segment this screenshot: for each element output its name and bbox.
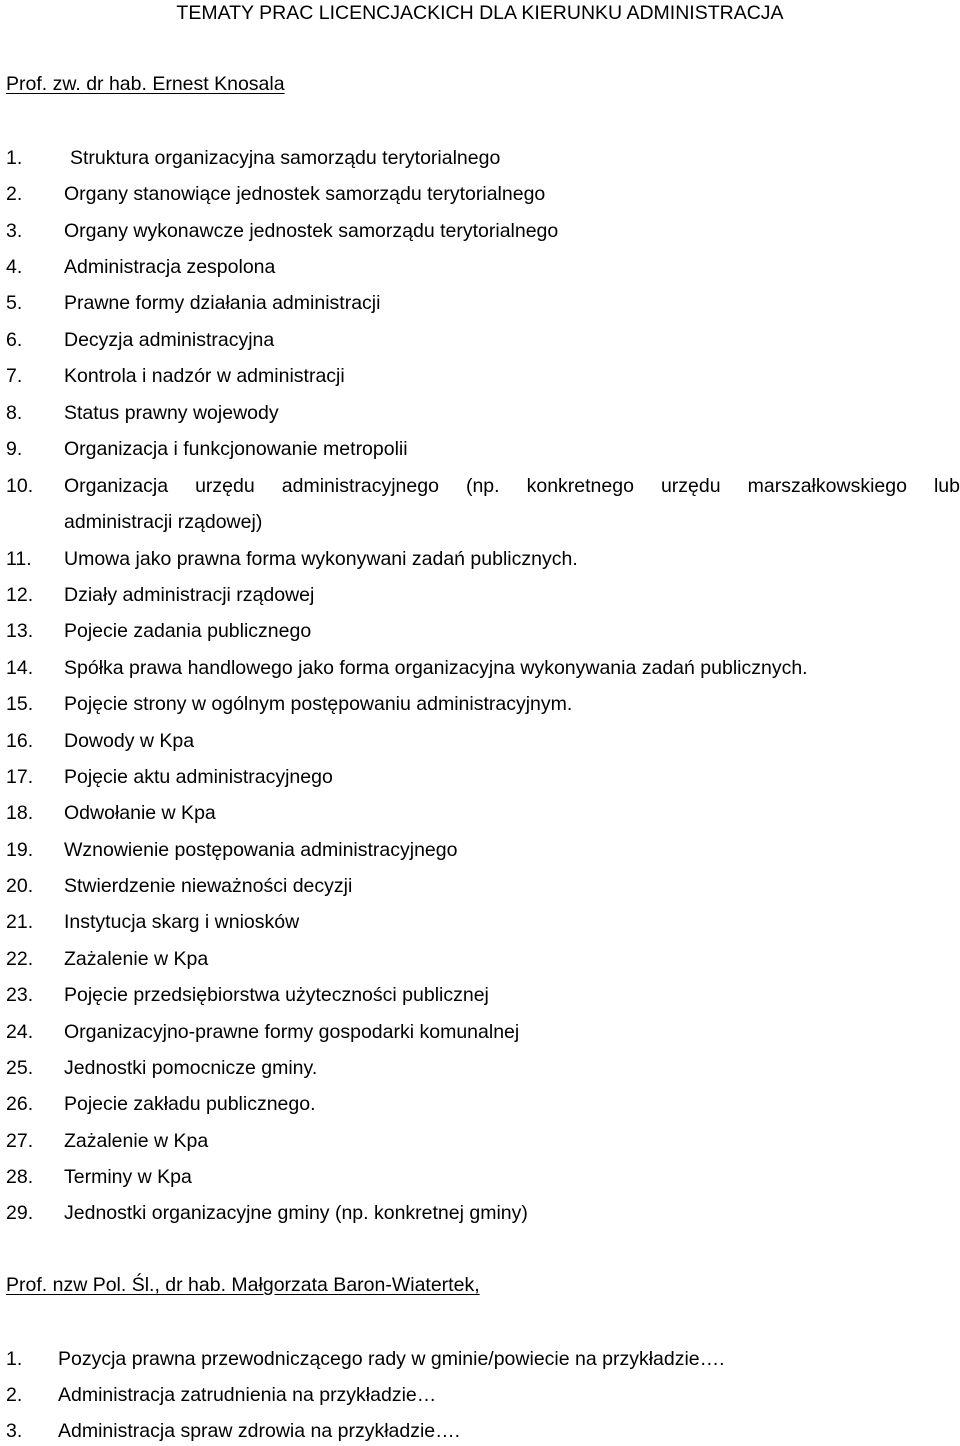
list-number: 7.	[6, 365, 23, 387]
list-text-line-2: administracji rządowej)	[64, 511, 263, 533]
section-author: Prof. zw. dr hab. Ernest Knosala	[6, 73, 285, 95]
list-text: Terminy w Kpa	[64, 1166, 192, 1188]
list-text: Organy wykonawcze jednostek samorządu terytorialnego	[64, 220, 559, 242]
list-text: Jednostki pomocnicze gminy.	[64, 1057, 318, 1079]
list-text: Status prawny wojewody	[64, 402, 279, 424]
list-number: 12.	[6, 584, 34, 606]
list-number: 10.	[6, 475, 34, 497]
list-text: Pojęcie aktu administracyjnego	[64, 766, 333, 788]
list-text: Stwierdzenie nieważności decyzji	[64, 875, 353, 897]
list-text: Administracja zatrudnienia na przykładzie…	[58, 1384, 437, 1406]
list-text: Pojęcie przedsiębiorstwa użyteczności publicznej	[64, 984, 489, 1006]
list-number: 2.	[6, 1384, 23, 1406]
list-number: 27.	[6, 1130, 34, 1152]
list-text: Organy stanowiące jednostek samorządu terytorialnego	[64, 183, 546, 205]
list-number: 26.	[6, 1093, 34, 1115]
section-author: Prof. nzw Pol. Śl., dr hab. Małgorzata Baron-Wiatertek,	[6, 1274, 480, 1296]
list-text: Struktura organizacyjna samorządu terytorialnego	[70, 147, 501, 169]
list-text: Zażalenie w Kpa	[64, 1130, 209, 1152]
list-number: 29.	[6, 1202, 34, 1224]
list-number: 14.	[6, 657, 34, 679]
list-text: Jednostki organizacyjne gminy (np. konkretnej gminy)	[64, 1202, 528, 1224]
list-number: 15.	[6, 693, 34, 715]
list-text: Dowody w Kpa	[64, 730, 195, 752]
list-number: 24.	[6, 1021, 34, 1043]
list-number: 6.	[6, 329, 23, 351]
list-text: Administracja zespolona	[64, 256, 276, 278]
list-number: 19.	[6, 839, 34, 861]
list-number: 23.	[6, 984, 34, 1006]
list-text: Odwołanie w Kpa	[64, 802, 216, 824]
page-title: TEMATY PRAC LICENCJACKICH DLA KIERUNKU ADMINISTRACJA	[176, 2, 784, 24]
list-number: 2.	[6, 183, 23, 205]
list-number: 3.	[6, 1420, 23, 1442]
list-number: 3.	[6, 220, 23, 242]
list-text: Organizacyjno-prawne formy gospodarki komunalnej	[64, 1021, 520, 1043]
list-number: 8.	[6, 402, 23, 424]
list-number: 18.	[6, 802, 34, 824]
list-text: Kontrola i nadzór w administracji	[64, 365, 345, 387]
list-number: 17.	[6, 766, 34, 788]
list-text: Wznowienie postępowania administracyjnego	[64, 839, 458, 861]
list-text: Instytucja skarg i wniosków	[64, 911, 300, 933]
list-text: Pojecie zadania publicznego	[64, 620, 312, 642]
list-text: Organizacja i funkcjonowanie metropolii	[64, 438, 408, 460]
list-number: 16.	[6, 730, 34, 752]
list-number: 5.	[6, 292, 23, 314]
list-text: Pojecie zakładu publicznego.	[64, 1093, 316, 1115]
list-number: 4.	[6, 256, 23, 278]
list-number: 21.	[6, 911, 34, 933]
list-number: 20.	[6, 875, 34, 897]
list-text: Zażalenie w Kpa	[64, 948, 209, 970]
list-number: 28.	[6, 1166, 34, 1188]
list-text: Pozycja prawna przewodniczącego rady w gminie/powiecie na przykładzie….	[58, 1348, 725, 1370]
list-number: 25.	[6, 1057, 34, 1079]
list-text-line-1: Organizacja urzędu administracyjnego (np. konkretnego urzędu marszałkowskiego lub	[64, 475, 960, 497]
list-text: Prawne formy działania administracji	[64, 292, 381, 314]
list-text: Administracja spraw zdrowia na przykładzie….	[58, 1420, 461, 1442]
list-text: Spółka prawa handlowego jako forma organizacyjna wykonywania zadań publicznych.	[64, 657, 808, 679]
list-number: 1.	[6, 1348, 23, 1370]
list-text: Umowa jako prawna forma wykonywani zadań publicznych.	[64, 548, 578, 570]
list-number: 1.	[6, 147, 23, 169]
list-text: Decyzja administracyjna	[64, 329, 275, 351]
list-number: 22.	[6, 948, 34, 970]
list-number: 11.	[6, 548, 32, 570]
list-number: 13.	[6, 620, 34, 642]
list-text: Pojęcie strony w ogólnym postępowaniu administracyjnym.	[64, 693, 573, 715]
list-number: 9.	[6, 438, 23, 460]
list-text: Działy administracji rządowej	[64, 584, 315, 606]
